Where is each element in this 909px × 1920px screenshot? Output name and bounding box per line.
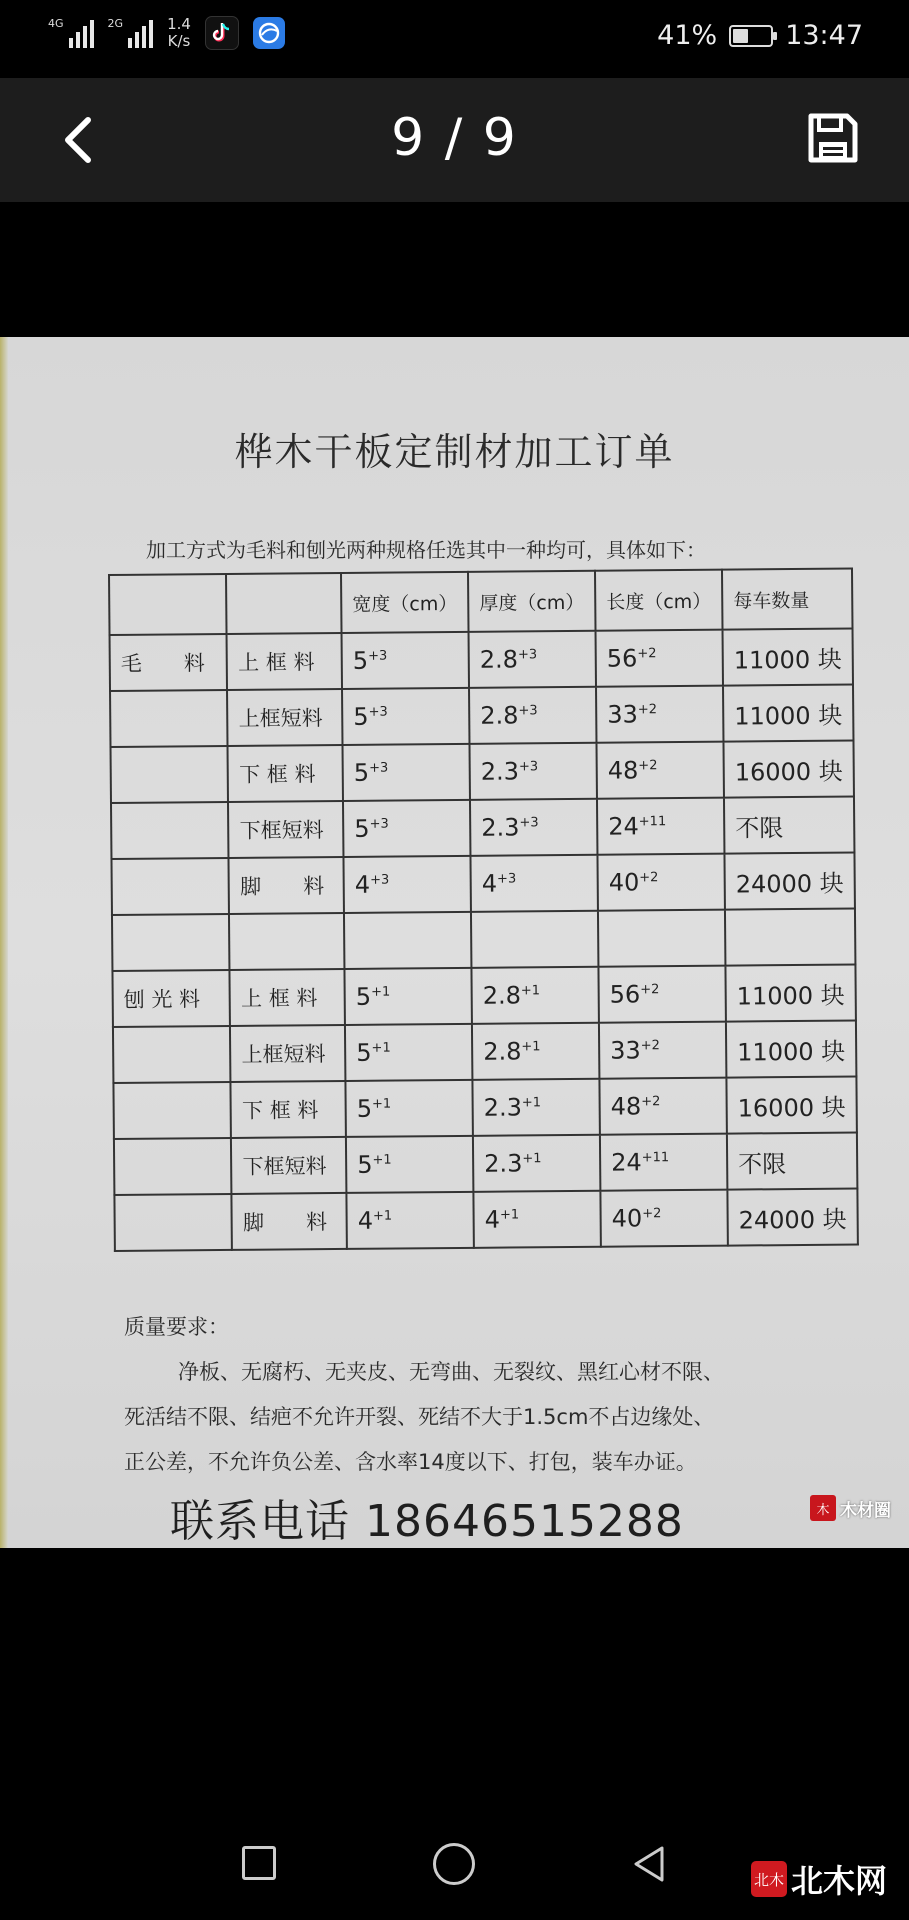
back-triangle-icon[interactable] <box>628 1842 672 1886</box>
part-cell-value: 上 框 料 <box>241 986 318 1011</box>
thickness-cell-tolerance: +1 <box>521 1039 541 1055</box>
table-row <box>111 852 854 914</box>
table-header-cell: 长度（cm） <box>595 570 723 631</box>
table-row <box>112 964 855 1026</box>
document-title: 桦木干板定制材加工订单 <box>234 430 675 474</box>
group-cell-value: 毛 料 <box>120 651 205 676</box>
width-cell-value: 4 <box>354 870 371 899</box>
quantity-cell-value: 11000 块 <box>736 981 845 1011</box>
length-cell <box>599 1078 726 1135</box>
length-cell-value: 24 <box>611 1148 642 1177</box>
length-cell-tolerance: +2 <box>637 702 658 718</box>
document-intro: 加工方式为毛料和刨光两种规格任选其中一种均可，具体如下： <box>146 538 706 562</box>
quantity-cell <box>724 741 854 798</box>
width-cell <box>344 856 471 913</box>
thickness-cell-value: 2.3 <box>480 757 520 786</box>
document-photo[interactable] <box>0 337 909 1548</box>
thickness-cell <box>470 799 597 856</box>
table-header-cell <box>226 573 341 634</box>
length-cell <box>596 630 723 687</box>
table-row <box>110 685 853 747</box>
length-cell <box>598 966 725 1023</box>
quality-requirements <box>124 1305 824 1485</box>
length-cell-value: 56 <box>609 980 641 1009</box>
page-counter: 9 / 9 <box>391 108 518 168</box>
width-cell-tolerance: +3 <box>369 816 389 832</box>
table-header-cell: 厚度（cm） <box>468 571 595 632</box>
watermark-logo: 木 <box>810 1495 836 1521</box>
part-cell <box>227 689 342 746</box>
quantity-cell <box>725 964 855 1021</box>
part-cell <box>230 1025 345 1082</box>
part-cell-value: 下框短料 <box>242 1154 327 1179</box>
battery-percent: 41% <box>657 20 718 51</box>
thickness-cell-tolerance: +1 <box>499 1207 520 1223</box>
table-row <box>110 629 853 691</box>
watermark <box>810 1495 891 1521</box>
group-cell <box>114 1138 232 1195</box>
cellular-signal-1 <box>48 18 94 48</box>
save-button[interactable] <box>805 110 861 166</box>
network-type-1: 4G <box>48 17 64 30</box>
table-row <box>114 1132 857 1194</box>
width-cell-tolerance: +1 <box>372 1208 393 1224</box>
group-cell <box>111 802 229 859</box>
table-header-cell <box>109 574 227 635</box>
length-cell <box>598 910 725 967</box>
width-cell-value: 5 <box>353 758 370 787</box>
part-cell-value: 脚 料 <box>240 874 325 899</box>
speed-unit: K/s <box>167 32 191 50</box>
width-cell-value: 5 <box>355 982 372 1011</box>
quantity-cell-value: 11000 块 <box>734 701 843 731</box>
quantity-cell <box>724 796 854 853</box>
part-cell <box>232 1193 347 1250</box>
thickness-cell-tolerance: +3 <box>517 647 538 663</box>
part-cell-value: 上 框 料 <box>238 650 315 675</box>
part-cell-value: 脚 料 <box>242 1210 328 1235</box>
thickness-cell <box>470 743 597 800</box>
length-cell-value: 48 <box>607 756 639 785</box>
quantity-cell-value: 11000 块 <box>737 1037 846 1067</box>
thickness-cell-value: 2.8 <box>483 1037 522 1066</box>
part-cell <box>231 1081 346 1138</box>
length-cell-tolerance: +2 <box>641 1094 661 1110</box>
thickness-cell-value: 2.3 <box>484 1149 523 1178</box>
part-cell-value: 下 框 料 <box>241 1098 319 1123</box>
thickness-cell <box>471 855 598 912</box>
group-cell <box>112 914 230 971</box>
quantity-cell <box>723 685 853 742</box>
quantity-cell <box>723 629 853 686</box>
table-row <box>111 741 854 803</box>
quantity-cell-value: 16000 块 <box>737 1093 846 1123</box>
quantity-cell-value: 不限 <box>738 1149 787 1179</box>
width-cell-tolerance: +1 <box>372 1152 392 1168</box>
width-cell <box>344 912 471 969</box>
width-cell-tolerance: +3 <box>368 704 388 720</box>
quantity-cell <box>724 852 854 909</box>
clock: 13:47 <box>785 20 863 51</box>
signal-bars-icon <box>69 18 94 48</box>
quantity-cell-value: 24000 块 <box>735 869 844 899</box>
length-cell-tolerance: +2 <box>640 982 660 998</box>
thickness-cell-tolerance: +1 <box>521 1095 542 1111</box>
thickness-cell <box>471 911 598 968</box>
quality-line: 死活结不限、结疤不允许开裂、死结不大于1.5cm不占边缘处、 <box>124 1405 715 1429</box>
contact-phone: 联系电话 18646515288 <box>170 1496 684 1547</box>
thickness-cell <box>473 1135 600 1192</box>
part-cell-value: 下 框 料 <box>239 762 316 787</box>
width-cell-value: 5 <box>354 814 370 843</box>
quality-line: 净板、无腐朽、无夹皮、无弯曲、无裂纹、黑红心材不限、 <box>178 1360 724 1384</box>
length-cell-value: 56 <box>606 644 638 673</box>
thickness-cell-tolerance: +1 <box>522 1151 542 1167</box>
width-cell <box>345 1024 472 1081</box>
table-header-row <box>109 569 852 635</box>
width-cell <box>342 632 469 689</box>
width-cell-value: 5 <box>357 1150 373 1179</box>
length-cell-tolerance: +2 <box>642 1206 662 1222</box>
cellular-signal-2 <box>108 18 154 48</box>
quantity-cell <box>727 1132 857 1189</box>
thickness-cell-value: 2.8 <box>482 981 522 1010</box>
speed-value: 1.4 <box>167 15 191 33</box>
quantity-cell-value: 不限 <box>735 813 784 843</box>
group-cell <box>111 858 229 915</box>
thickness-cell-value: 4 <box>481 869 498 898</box>
bottom-watermark-logo: 北木 <box>751 1861 787 1897</box>
length-cell-tolerance: +11 <box>641 1150 670 1166</box>
group-cell <box>114 1194 232 1251</box>
part-cell <box>229 857 344 914</box>
width-cell <box>345 968 472 1025</box>
thickness-cell-tolerance: +3 <box>496 871 517 887</box>
width-cell-tolerance: +1 <box>371 1096 392 1112</box>
length-cell-tolerance: +2 <box>639 870 659 886</box>
width-cell-value: 5 <box>356 1094 373 1123</box>
thickness-cell <box>469 687 596 744</box>
part-cell <box>231 1137 346 1194</box>
thickness-cell-tolerance: +1 <box>520 983 541 999</box>
thickness-cell <box>472 1079 599 1136</box>
quantity-cell <box>727 1188 857 1245</box>
save-icon <box>805 110 861 166</box>
length-cell-value: 40 <box>611 1204 643 1233</box>
width-cell-value: 5 <box>352 646 369 675</box>
quantity-cell <box>726 1020 856 1077</box>
part-cell <box>227 633 342 690</box>
thickness-cell-tolerance: +3 <box>518 703 538 719</box>
quantity-cell-value: 24000 块 <box>738 1205 847 1235</box>
table-row <box>112 908 855 970</box>
width-cell <box>347 1192 474 1249</box>
home-icon[interactable] <box>433 1843 475 1885</box>
recent-apps-icon[interactable] <box>242 1846 276 1880</box>
width-cell <box>346 1136 473 1193</box>
thickness-cell <box>469 631 596 688</box>
thickness-cell-tolerance: +3 <box>518 759 539 775</box>
thickness-cell <box>473 1191 600 1248</box>
length-cell-value: 24 <box>608 812 639 841</box>
network-type-2: 2G <box>107 17 124 30</box>
part-cell <box>229 913 344 970</box>
part-cell-value: 上框短料 <box>241 1042 326 1067</box>
width-cell-value: 4 <box>357 1206 374 1235</box>
length-cell-value: 40 <box>608 868 640 897</box>
group-cell <box>113 1026 231 1083</box>
length-cell-tolerance: +11 <box>638 814 667 830</box>
group-cell <box>111 746 229 803</box>
length-cell <box>597 798 724 855</box>
length-cell <box>600 1190 727 1247</box>
quality-title: 质量要求： <box>124 1315 229 1339</box>
watermark-text: 木材圈 <box>840 1500 891 1521</box>
width-cell <box>343 744 470 801</box>
thickness-cell <box>472 1023 599 1080</box>
quantity-cell-value: 11000 块 <box>733 645 842 675</box>
width-cell-value: 5 <box>353 702 369 731</box>
viewer-toolbar <box>0 78 909 202</box>
group-cell <box>110 634 228 691</box>
table-header-cell: 宽度（cm） <box>341 572 468 633</box>
width-cell-tolerance: +1 <box>371 1040 391 1056</box>
table-row <box>111 796 854 858</box>
battery-level <box>733 29 748 43</box>
length-cell-tolerance: +2 <box>638 758 658 774</box>
bottom-watermark <box>751 1856 887 1902</box>
group-cell <box>112 970 230 1027</box>
part-cell <box>230 969 345 1026</box>
table-row <box>113 1076 856 1138</box>
thickness-cell-value: 2.3 <box>481 813 520 842</box>
width-cell-tolerance: +3 <box>368 648 388 664</box>
order-table <box>108 567 859 1251</box>
status-bar <box>0 0 909 78</box>
length-cell-value: 33 <box>607 700 638 729</box>
table-row <box>114 1188 857 1250</box>
width-cell-value: 5 <box>356 1038 372 1067</box>
length-cell <box>599 1022 726 1079</box>
width-cell-tolerance: +1 <box>370 984 391 1000</box>
quantity-cell <box>725 908 855 965</box>
width-cell <box>342 688 469 745</box>
length-cell <box>596 686 723 743</box>
width-cell-tolerance: +3 <box>369 760 389 776</box>
thickness-cell-tolerance: +3 <box>519 815 539 831</box>
length-cell <box>597 742 724 799</box>
network-speed <box>167 16 191 50</box>
quality-line: 正公差，不允许负公差、含水率14度以下、打包，装车办证。 <box>124 1450 697 1474</box>
length-cell-value: 48 <box>610 1092 642 1121</box>
length-cell-tolerance: +2 <box>640 1038 660 1054</box>
battery-icon <box>729 25 773 47</box>
group-cell <box>110 690 228 747</box>
part-cell <box>228 745 343 802</box>
width-cell <box>346 1080 473 1137</box>
length-cell <box>600 1134 727 1191</box>
quantity-cell <box>726 1076 856 1133</box>
thickness-cell-value: 2.8 <box>479 645 519 674</box>
tiktok-icon <box>205 16 239 50</box>
signal-bars-icon <box>128 18 153 48</box>
bottom-watermark-text: 北木网 <box>790 1862 887 1900</box>
part-cell-value: 上框短料 <box>238 706 323 731</box>
table-row <box>113 1020 856 1082</box>
part-cell <box>228 801 343 858</box>
thickness-cell <box>472 967 599 1024</box>
part-cell-value: 下框短料 <box>239 818 324 843</box>
browser-icon <box>253 17 285 49</box>
length-cell <box>597 854 724 911</box>
group-cell <box>113 1082 231 1139</box>
length-cell-tolerance: +2 <box>637 646 657 662</box>
quantity-cell-value: 16000 块 <box>734 757 843 787</box>
table-header-cell: 每车数量 <box>722 569 853 630</box>
width-cell-tolerance: +3 <box>369 872 390 888</box>
thickness-cell-value: 2.3 <box>483 1093 523 1122</box>
paper-edge <box>0 337 8 1548</box>
thickness-cell-value: 2.8 <box>480 701 519 730</box>
group-cell-value: 刨 光 料 <box>123 987 201 1012</box>
width-cell <box>343 800 470 857</box>
thickness-cell-value: 4 <box>484 1205 501 1234</box>
length-cell-value: 33 <box>610 1036 641 1065</box>
